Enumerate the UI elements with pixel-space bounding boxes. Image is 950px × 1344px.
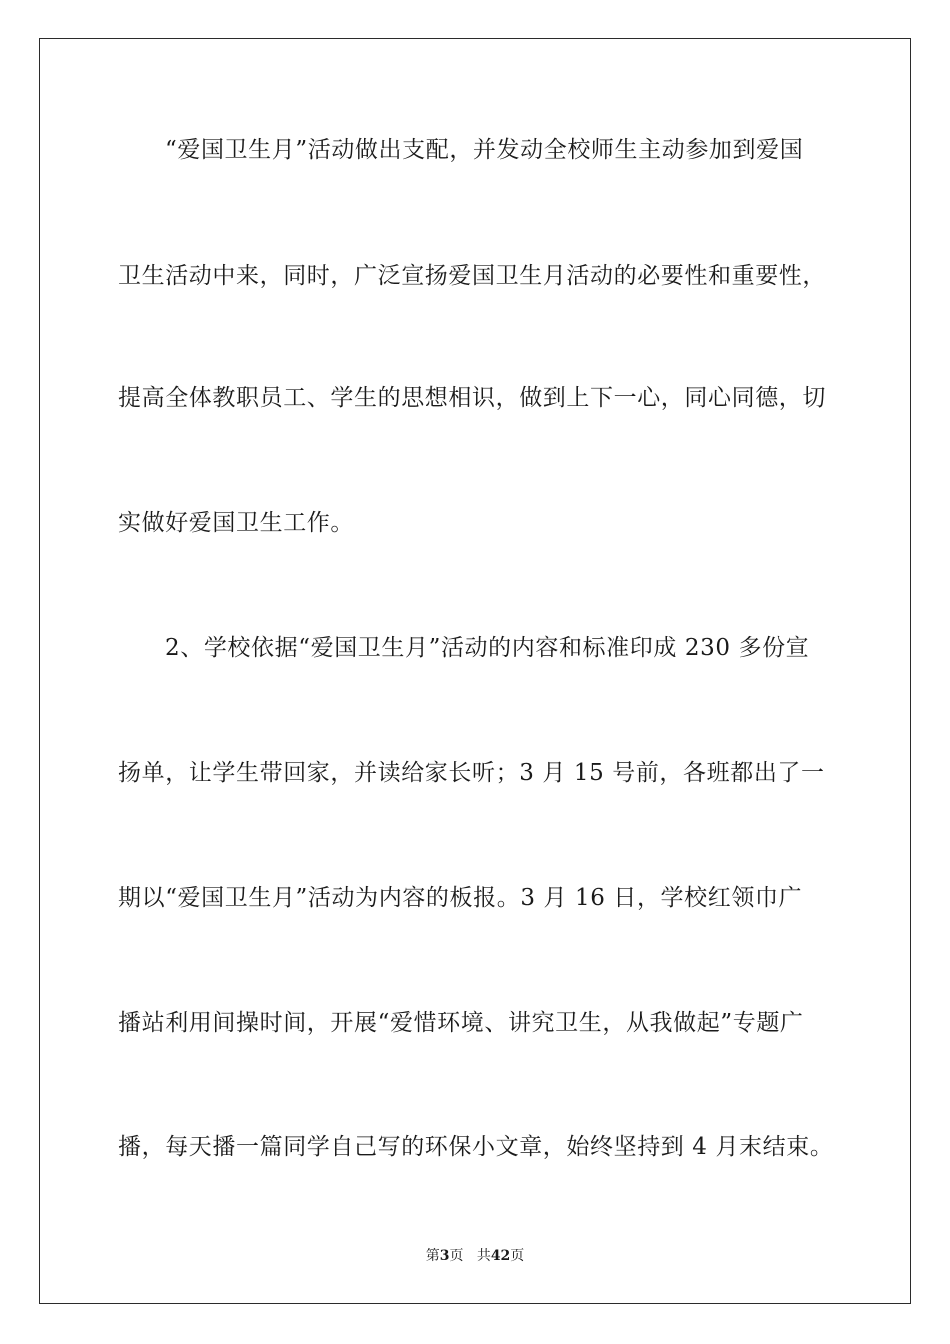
text-line: 扬单，让学生带回家，并读给家长听；3 月 15 号前，各班都出了一	[118, 760, 825, 786]
footer-total-suffix: 页	[510, 1248, 525, 1264]
text-line: 2、学校依据“爱国卫生月”活动的内容和标准印成 230 多份宣	[165, 635, 810, 661]
text-line: 提高全体教职员工、学生的思想相识，做到上下一心，同心同德，切	[118, 385, 826, 411]
text-line: 播站利用间操时间，开展“爱惜环境、讲究卫生，从我做起”专题广	[118, 1010, 804, 1036]
text-line: 期以“爱国卫生月”活动为内容的板报。3 月 16 日，学校红领巾广	[118, 885, 803, 911]
footer-total-pages: 42	[490, 1248, 511, 1264]
text-line: 实做好爱国卫生工作。	[118, 510, 354, 536]
footer-page-number: 3	[439, 1248, 450, 1264]
page-footer	[0, 1247, 950, 1265]
page-border	[39, 38, 911, 1304]
footer-total-prefix: 共	[476, 1248, 491, 1264]
text-line: 播，每天播一篇同学自己写的环保小文章，始终坚持到 4 月末结束。	[118, 1134, 834, 1160]
text-line: 卫生活动中来，同时，广泛宣扬爱国卫生月活动的必要性和重要性，	[118, 263, 826, 289]
footer-page-suffix: 页	[449, 1248, 464, 1264]
footer-page-prefix: 第	[425, 1248, 440, 1264]
text-line: “爱国卫生月”活动做出支配，并发动全校师生主动参加到爱国	[165, 137, 804, 163]
